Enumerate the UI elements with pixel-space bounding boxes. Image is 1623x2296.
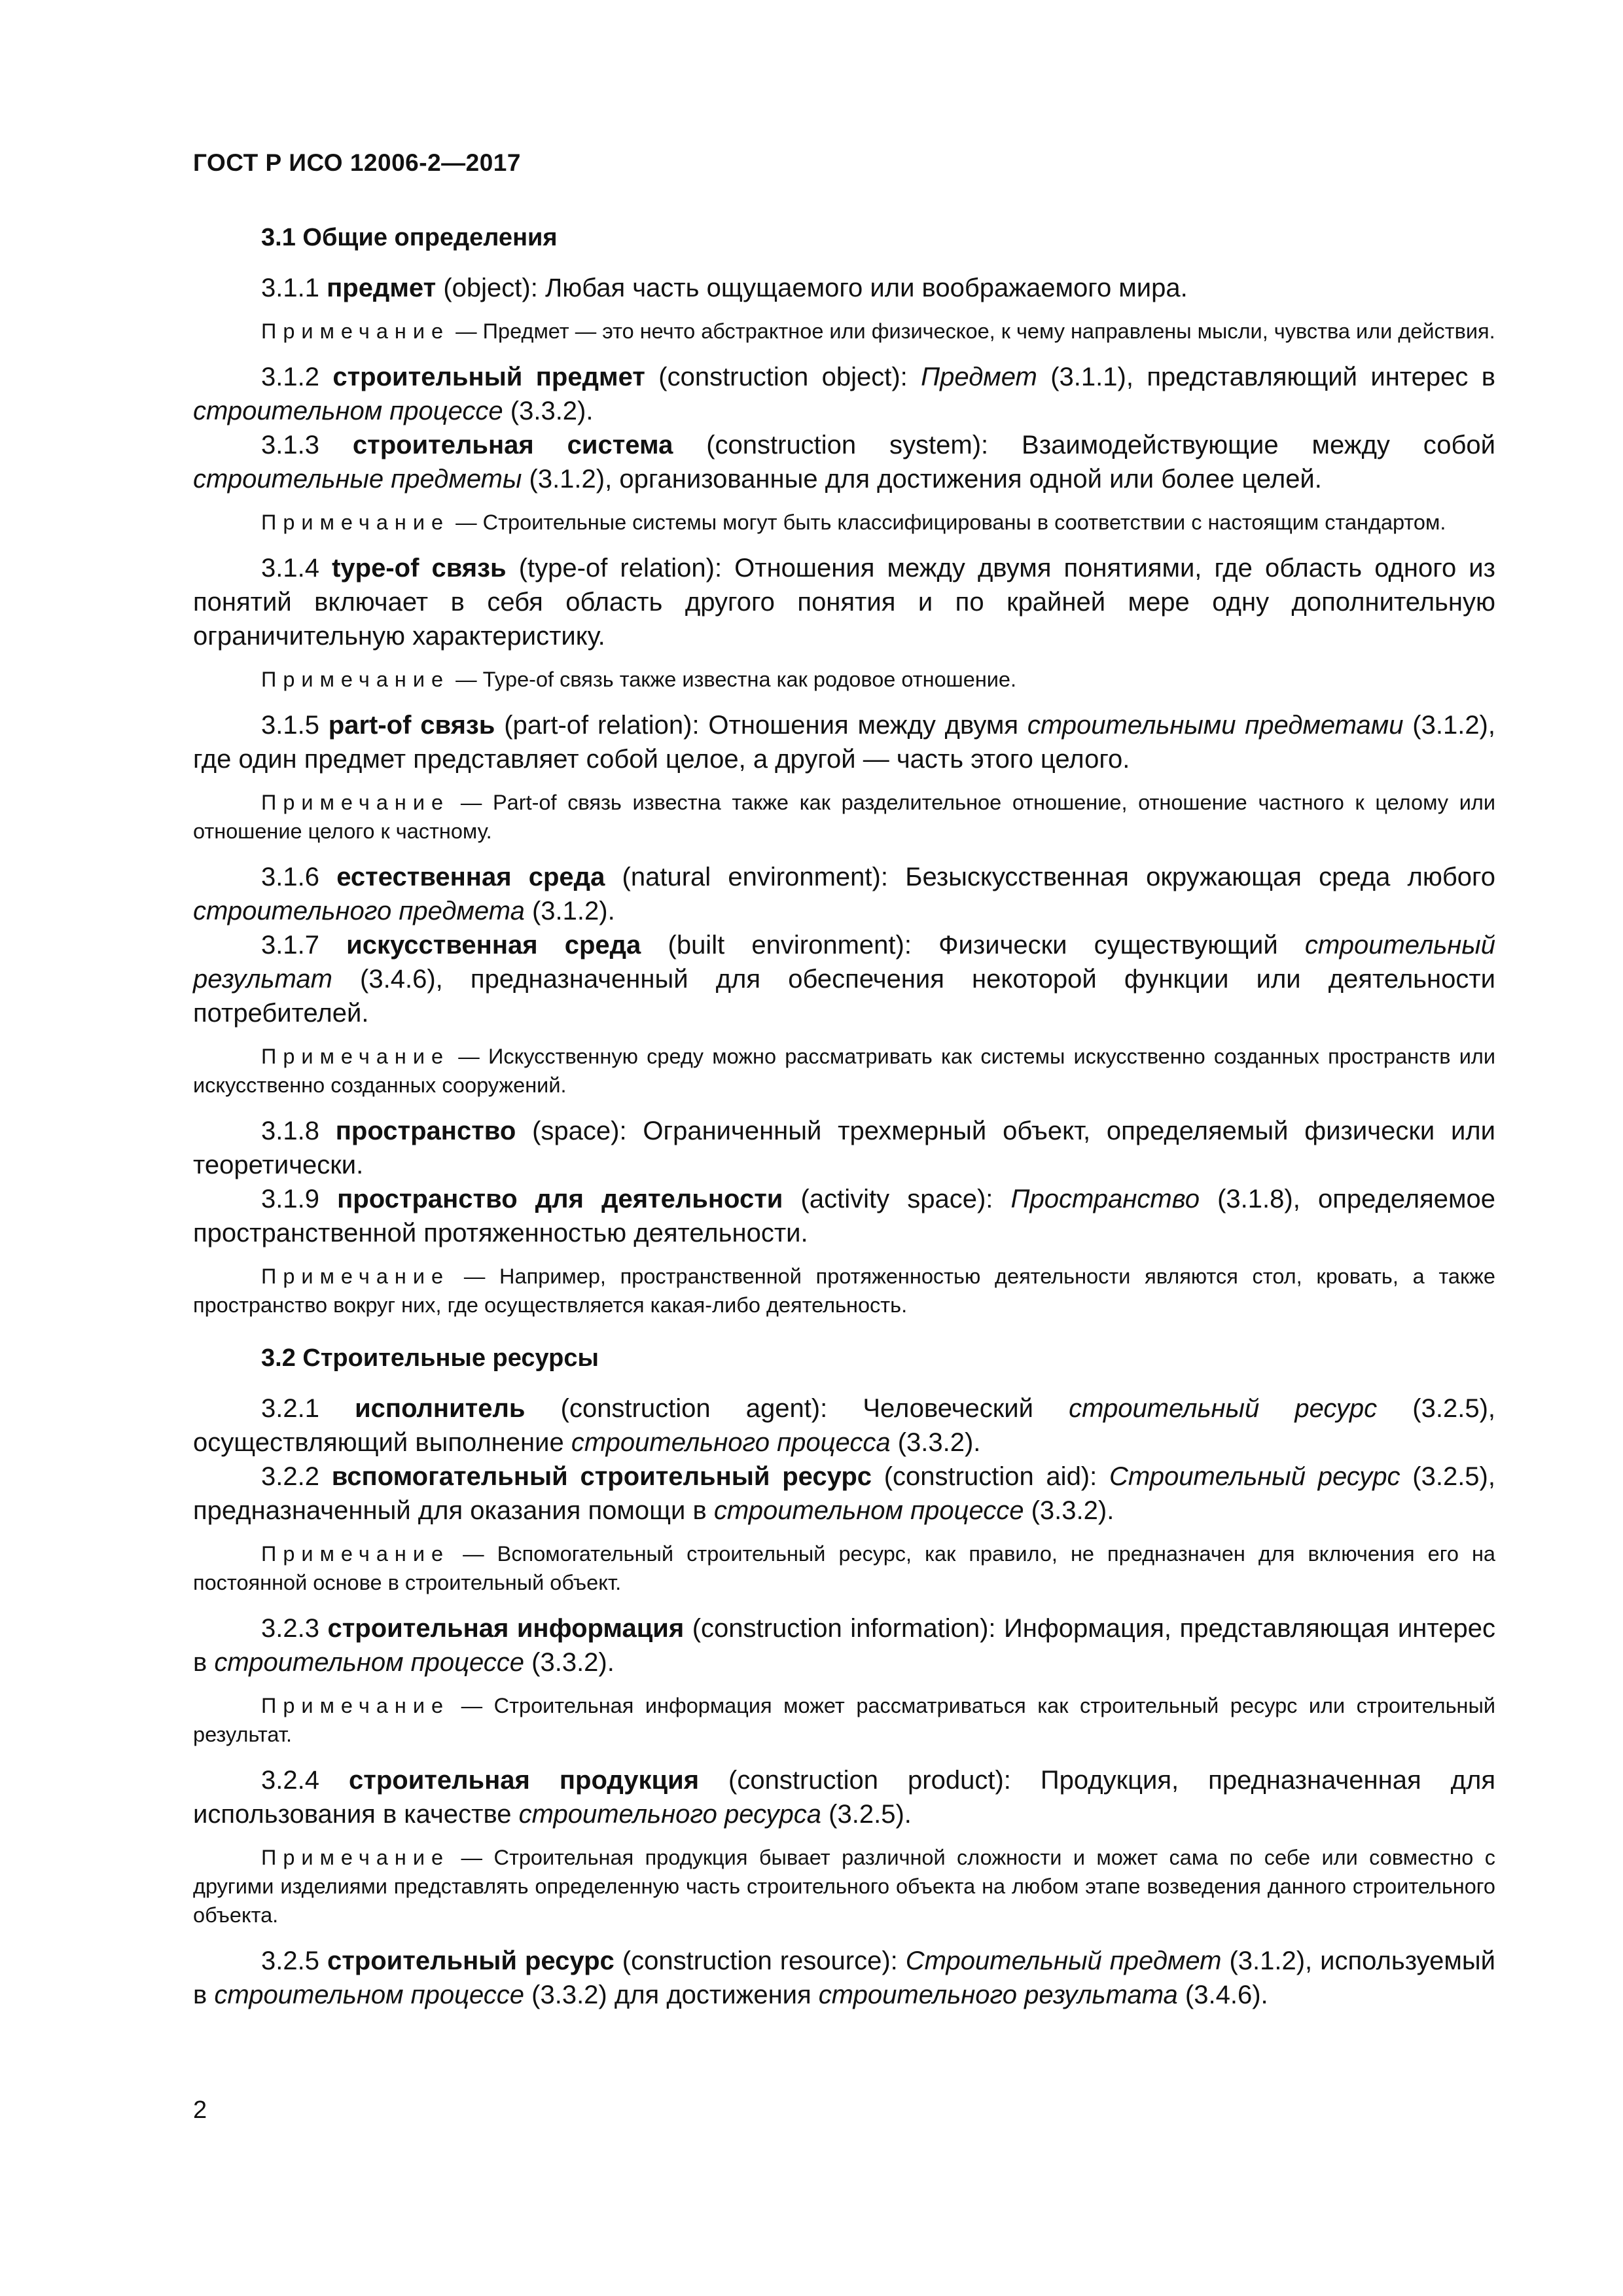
note-3-2-3: Примечание — Строительная информация может рассматриваться как строительный ресурс или строительный результат.	[193, 1694, 1495, 1746]
term-3-1-3: 3.1.3 строительная система (construction system): Взаимодействующие между собой строительные предметы (3.1.2), организованные для достижения одной или более целей.	[193, 431, 1495, 493]
document-page	[193, 0, 1495, 2296]
note-3-1-5: Примечание — Part-of связь известна также как разделительное отношение, отношение частного к целому или отношение целого к частному.	[193, 791, 1495, 843]
note-3-1-1: Примечание — Предмет — это нечто абстрактное или физическое, к чему направлены мысли, чувства или действия.	[261, 319, 1495, 343]
document-header: ГОСТ Р ИСО 12006-2—2017	[193, 149, 521, 176]
term-3-2-2: 3.2.2 вспомогательный строительный ресурс (construction aid): Строительный ресурс (3.2.5), предназначенный для оказания помощи в строительном процессе (3.3.2).	[193, 1462, 1495, 1525]
term-3-1-4: 3.1.4 type-of связь (type-of relation): Отношения между двумя понятиями, где область одного из понятий включает в себя область другого понятия и по крайней мере одну дополнительную ограничительную характеристику.	[193, 554, 1495, 651]
note-3-1-3: Примечание — Строительные системы могут быть классифицированы в соответствии с настоящим стандартом.	[261, 511, 1446, 534]
term-3-1-6: 3.1.6 естественная среда (natural environment): Безыскусственная окружающая среда любого строительного предмета (3.1.2).	[193, 863, 1496, 925]
note-3-1-7: Примечание — Искусственную среду можно рассматривать как системы искусственно созданных пространств или искусственно созданных сооружений.	[193, 1045, 1495, 1097]
note-3-1-9: Примечание — Например, пространственной протяженностью деятельности являются стол, кровать, а также пространство вокруг них, где осуществляется какая-либо деятельность.	[193, 1265, 1495, 1317]
term-3-1-7: 3.1.7 искусственная среда (built environment): Физически существующий строительный результат (3.4.6), предназначенный для обеспечения некоторой функции или деятельности потребителей.	[193, 931, 1495, 1028]
term-3-2-4: 3.2.4 строительная продукция (construction product): Продукция, предназначенная для использования в качестве строительного ресурса (3.2.5).	[193, 1766, 1495, 1829]
note-3-2-4: Примечание — Строительная продукция бывает различной сложности и может сама по себе или совместно с другими изделиями представлять определенную часть строительного объекта на любом этапе возведения данного строительного объекта.	[193, 1846, 1495, 1927]
section-title: 3.1 Общие определения	[261, 224, 558, 251]
term-3-1-2: 3.1.2 строительный предмет (construction object): Предмет (3.1.1), представляющий интерес в строительном процессе (3.3.2).	[193, 363, 1496, 425]
term-3-2-5: 3.2.5 строительный ресурс (construction resource): Строительный предмет (3.1.2), используемый в строительном процессе (3.3.2) для достижения строительного результата (3.4.6).	[193, 1946, 1495, 2009]
section-title: 3.2 Строительные ресурсы	[261, 1344, 599, 1372]
note-3-2-2: Примечание — Вспомогательный строительный ресурс, как правило, не предназначен для включения его на постоянной основе в строительный объект.	[193, 1542, 1495, 1594]
document-body	[193, 221, 1495, 2012]
note-3-1-4: Примечание — Type-of связь также известна как родовое отношение.	[261, 668, 1017, 691]
term-3-1-5: 3.1.5 part-of связь (part-of relation): Отношения между двумя строительными предметами (3.1.2), где один предмет представляет собой целое, а другой — часть этого целого.	[193, 711, 1495, 774]
term-3-2-1: 3.2.1 исполнитель (construction agent): Человеческий строительный ресурс (3.2.5), осуществляющий выполнение строительного процесса (3.3.2).	[193, 1394, 1495, 1457]
term-3-1-1: 3.1.1 предмет (object): Любая часть ощущаемого или воображаемого мира.	[261, 274, 1188, 302]
term-3-1-9: 3.1.9 пространство для деятельности (activity space): Пространство (3.1.8), определяемое пространственной протяженностью деятельности.	[193, 1185, 1495, 1247]
page-number: 2	[193, 2096, 207, 2124]
term-3-1-8: 3.1.8 пространство (space): Ограниченный трехмерный объект, определяемый физически или теоретически.	[193, 1117, 1495, 1179]
term-3-2-3: 3.2.3 строительная информация (construction information): Информация, представляющая интерес в строительном процессе (3.3.2).	[193, 1614, 1495, 1677]
